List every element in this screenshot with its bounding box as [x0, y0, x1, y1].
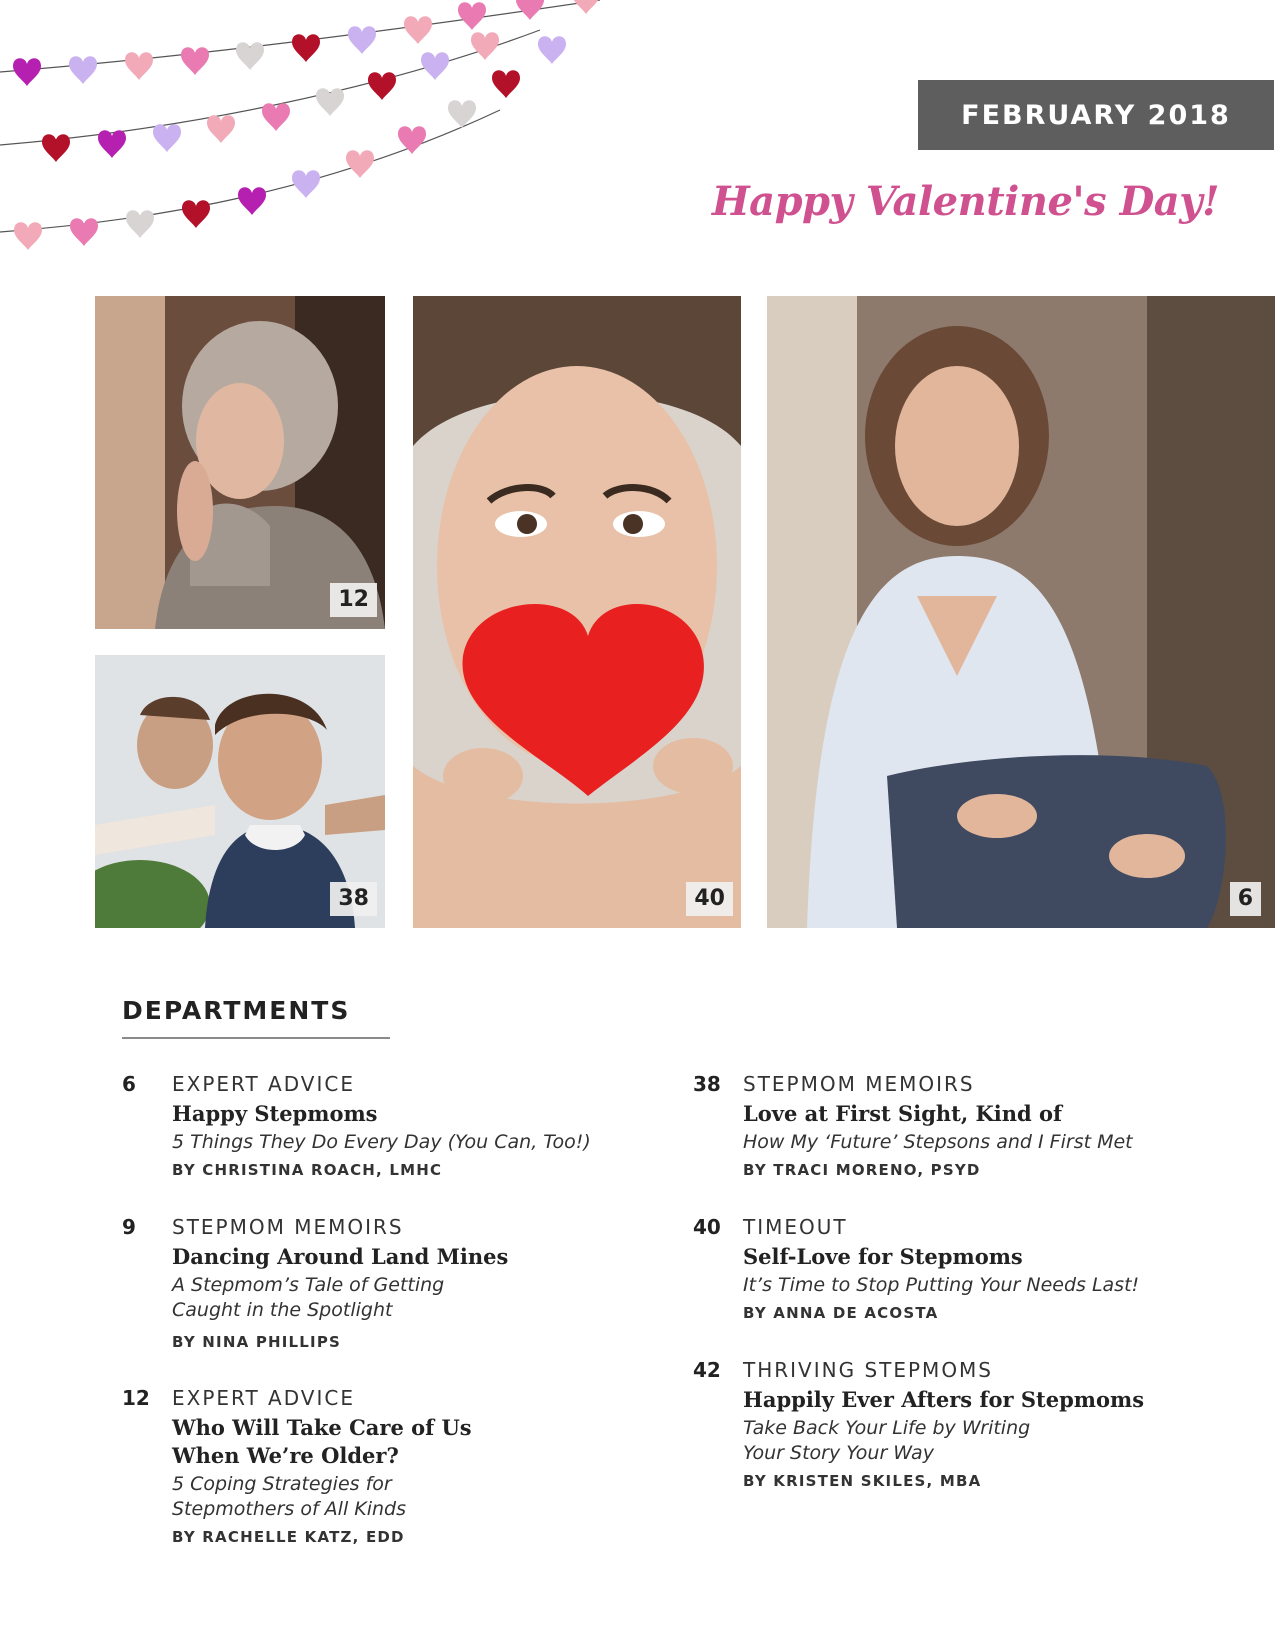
valentine-greeting: Happy Valentine's Day! — [711, 178, 1219, 225]
page-number-badge: 40 — [686, 882, 733, 916]
entry-headline: Happily Ever Afters for Stepmoms — [743, 1387, 1145, 1412]
entry-byline: BY NINA PHILLIPS — [172, 1333, 342, 1351]
entry-byline: BY CHRISTINA ROACH, LMHC — [172, 1161, 443, 1179]
entry-page-number: 9 — [122, 1215, 136, 1239]
entry-page-number: 40 — [693, 1215, 721, 1239]
entry-subtitle: 5 Things They Do Every Day (You Can, Too!) — [172, 1131, 591, 1153]
entry-headline: Love at First Sight, Kind of — [743, 1101, 1062, 1126]
entry-page-number: 6 — [122, 1072, 136, 1096]
departments-heading: DEPARTMENTS — [122, 996, 351, 1025]
entry-headline: Dancing Around Land Mines — [172, 1244, 509, 1269]
entry-page-number: 38 — [693, 1072, 721, 1096]
entry-category: STEPMOM MEMOIRS — [743, 1072, 975, 1096]
entry-category: STEPMOM MEMOIRS — [172, 1215, 404, 1239]
entry-subtitle: It’s Time to Stop Putting Your Needs Last! — [743, 1274, 1140, 1296]
entry-byline: BY RACHELLE KATZ, EDD — [172, 1528, 405, 1546]
entry-subtitle: 5 Coping Strategies for Stepmothers of All Kinds — [172, 1473, 407, 1520]
heart-icon — [13, 0, 600, 250]
entry-subtitle: Take Back Your Life by Writing Your Story Your Way — [743, 1417, 1031, 1464]
entry-category: THRIVING STEPMOMS — [743, 1358, 994, 1382]
heart-garland-decoration — [0, 0, 620, 260]
issue-date-banner: FEBRUARY 2018 — [918, 80, 1274, 150]
entry-page-number: 12 — [122, 1386, 150, 1410]
entry-byline: BY ANNA DE ACOSTA — [743, 1304, 939, 1322]
entry-category: EXPERT ADVICE — [172, 1072, 355, 1096]
heading-divider — [122, 1037, 390, 1039]
page-number-badge: 38 — [330, 882, 377, 916]
woman-with-red-heart-photo[interactable] — [413, 296, 741, 928]
entry-byline: BY KRISTEN SKILES, MBA — [743, 1472, 982, 1490]
elderly-woman-photo[interactable] — [95, 296, 385, 629]
smiling-boys-photo[interactable] — [95, 655, 385, 928]
entry-subtitle: A Stepmom’s Tale of Getting Caught in the Spotlight — [172, 1274, 445, 1321]
entry-subtitle: How My ‘Future’ Stepsons and I First Met — [743, 1131, 1133, 1153]
page-number-badge: 12 — [330, 583, 377, 617]
entry-headline: Who Will Take Care of Us When We’re Older? — [172, 1415, 472, 1468]
woman-seated-photo[interactable] — [767, 296, 1275, 928]
page-number-badge: 6 — [1230, 882, 1261, 916]
entry-page-number: 42 — [693, 1358, 721, 1382]
entry-category: EXPERT ADVICE — [172, 1386, 355, 1410]
entry-category: TIMEOUT — [743, 1215, 848, 1239]
entry-byline: BY TRACI MORENO, PSYD — [743, 1161, 981, 1179]
entry-headline: Self-Love for Stepmoms — [743, 1244, 1023, 1269]
entry-headline: Happy Stepmoms — [172, 1101, 378, 1126]
